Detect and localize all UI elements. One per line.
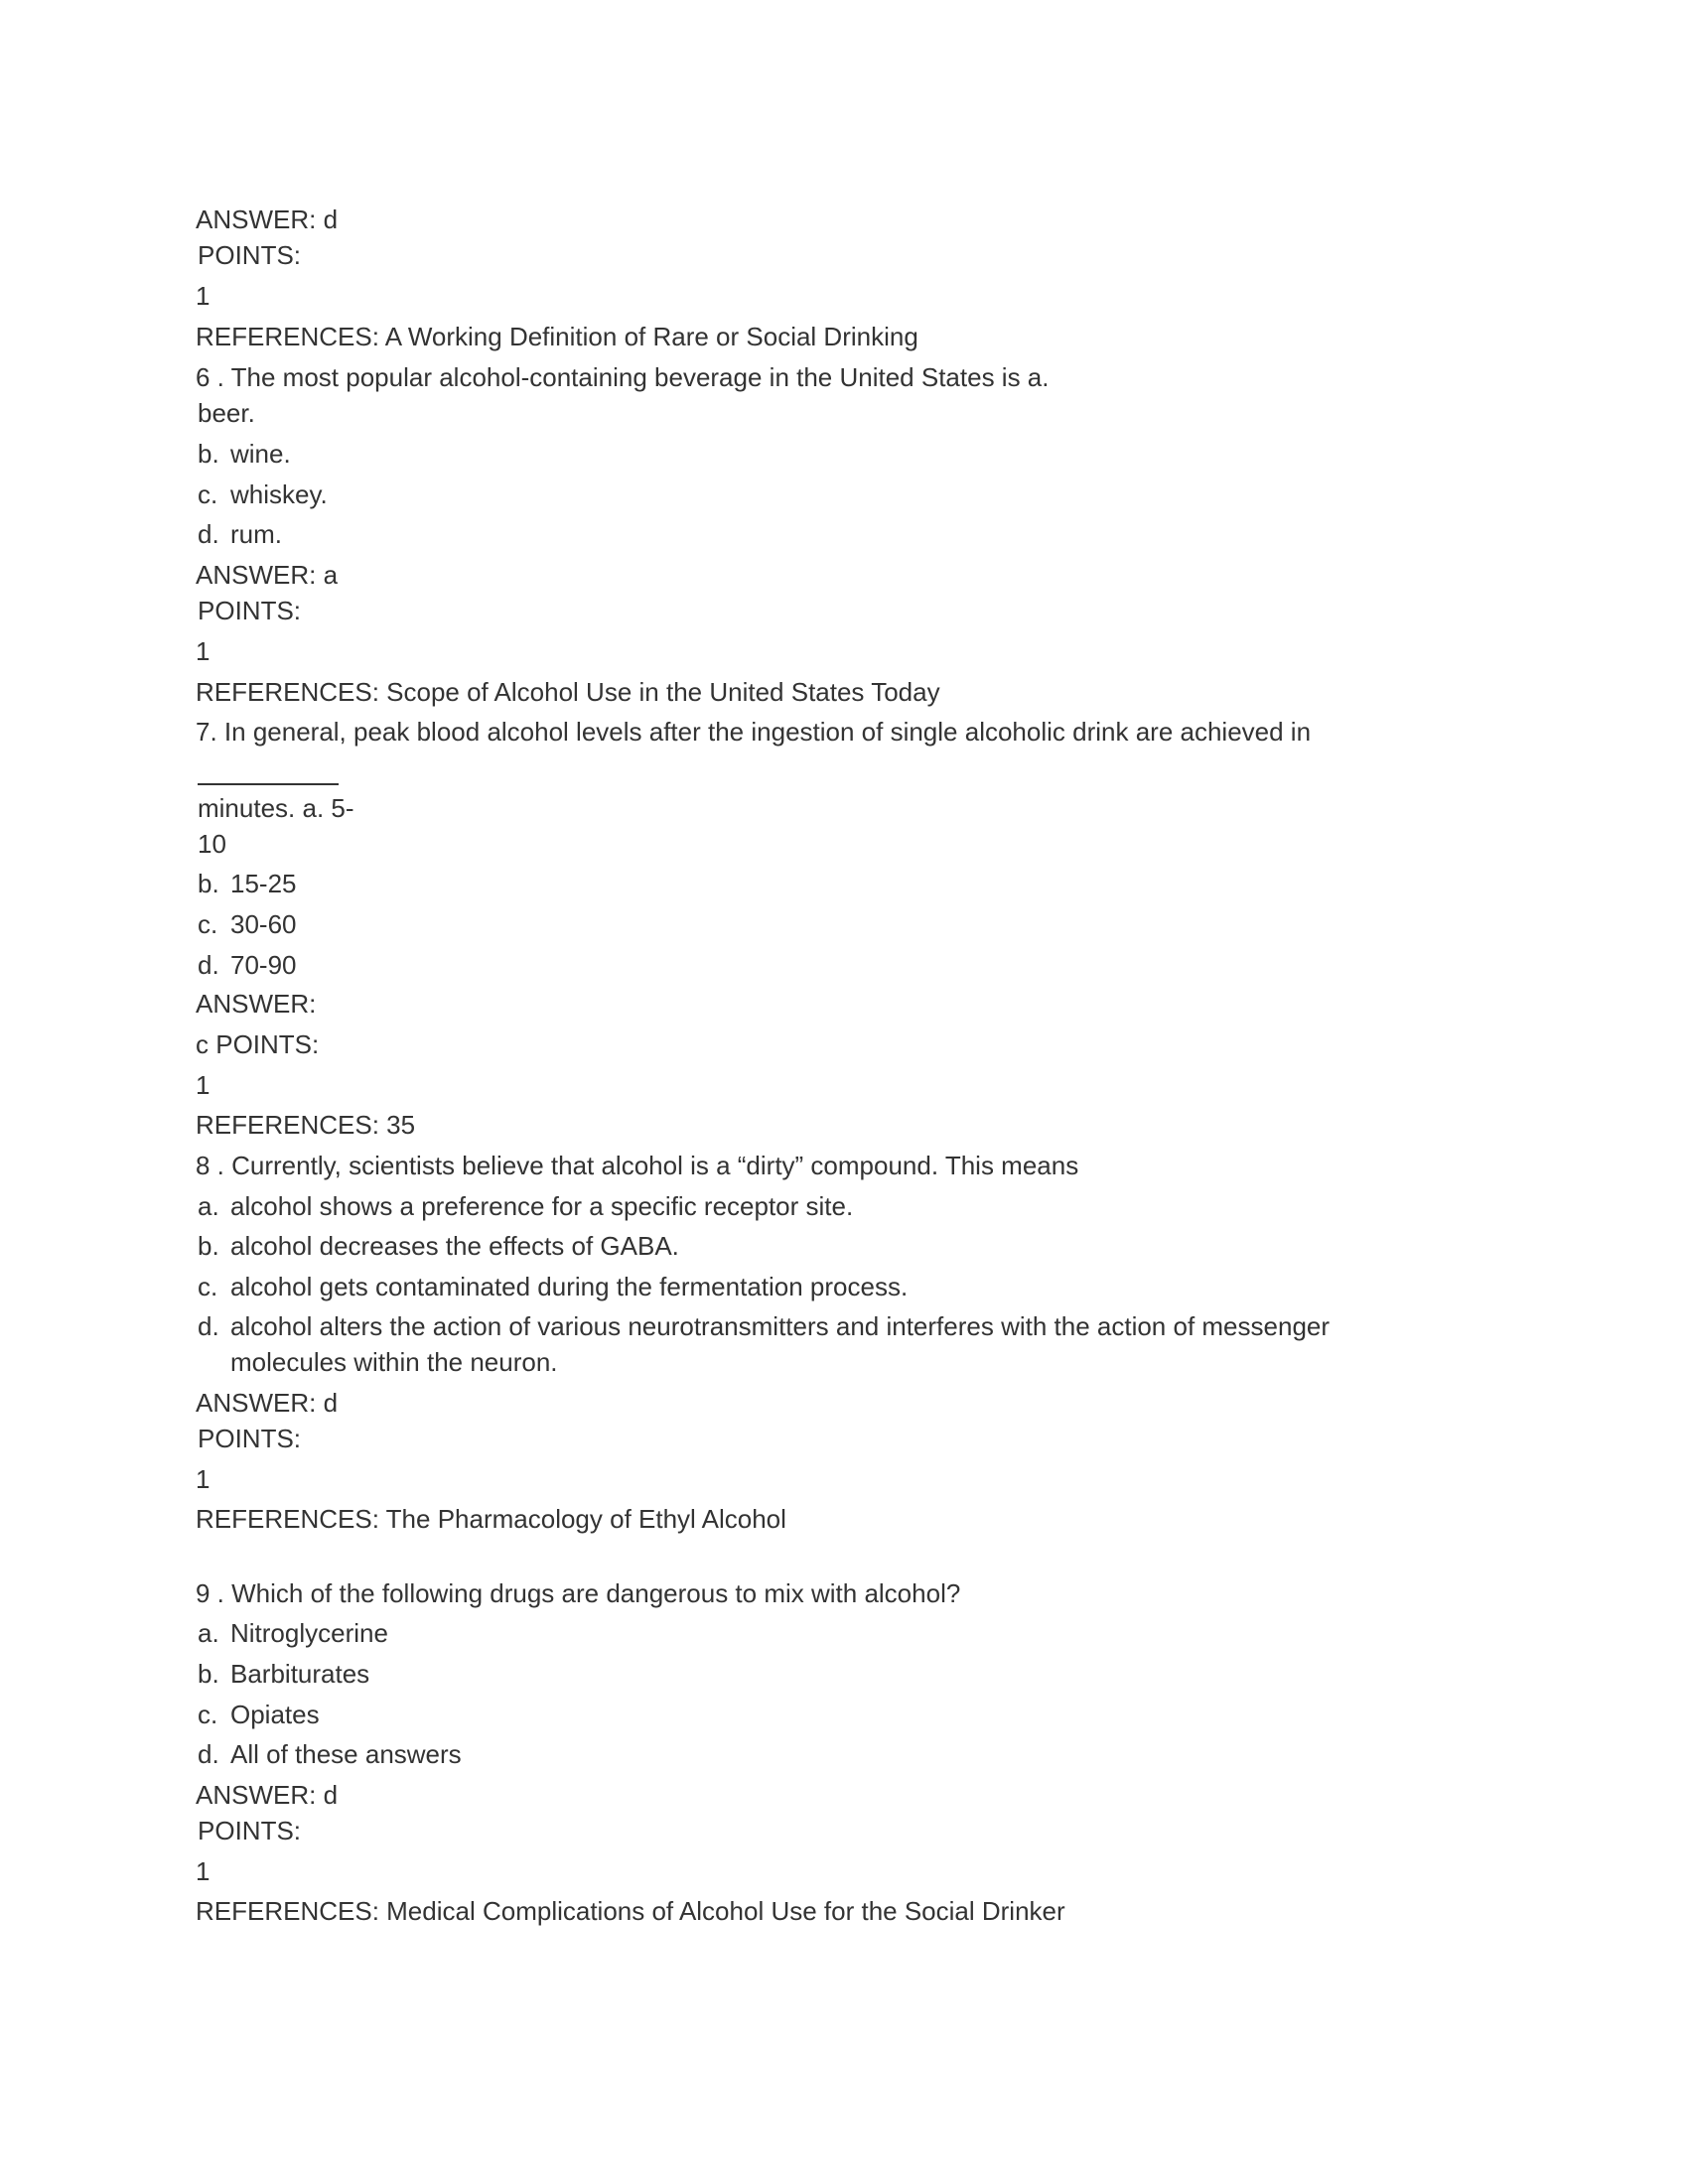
option-letter: c. <box>198 479 218 509</box>
q7-option-b <box>198 868 297 899</box>
q6-option-b <box>198 438 291 470</box>
option-letter: c. <box>198 1272 218 1301</box>
q5-points-value: 1 <box>196 281 211 311</box>
option-letter: c. <box>198 1700 218 1729</box>
q8-option-d <box>198 1310 1331 1377</box>
option-letter: a. <box>198 1191 219 1221</box>
option-text: rum. <box>230 519 282 549</box>
q6-answer: ANSWER: a <box>196 560 339 590</box>
option-text: alcohol decreases the effects of GABA. <box>230 1231 679 1261</box>
q5-references: REFERENCES: A Working Definition of Rare or Social Drinking <box>196 322 918 351</box>
q8-option-c <box>198 1271 908 1302</box>
option-text: Nitroglycerine <box>230 1618 388 1648</box>
q6-points-value: 1 <box>196 636 211 666</box>
q9-option-b <box>198 1658 369 1690</box>
option-text: 15-25 <box>230 869 297 898</box>
option-letter: d. <box>198 519 219 549</box>
q6-points-label: POINTS: <box>198 596 302 625</box>
q8-points-value: 1 <box>196 1464 211 1494</box>
q8-answer: ANSWER: d <box>196 1388 339 1418</box>
q8-option-a <box>198 1190 853 1222</box>
option-text: All of these answers <box>230 1739 462 1769</box>
option-text: alcohol gets contaminated during the fermentation process. <box>230 1272 909 1301</box>
q7-option-d <box>198 949 297 981</box>
option-letter: b. <box>198 1231 219 1261</box>
q8-stem: 8 . Currently, scientists believe that alcohol is a “dirty” compound. This means <box>196 1151 1079 1180</box>
option-text: wine. <box>230 439 291 469</box>
q8-references: REFERENCES: The Pharmacology of Ethyl Alcohol <box>196 1504 786 1534</box>
q9-option-d <box>198 1738 462 1770</box>
q9-option-a <box>198 1617 388 1649</box>
q7-references: REFERENCES: 35 <box>196 1110 416 1140</box>
q9-points-value: 1 <box>196 1856 211 1886</box>
option-text: 70-90 <box>230 950 297 980</box>
q9-answer: ANSWER: d <box>196 1780 339 1810</box>
option-letter: d. <box>198 1311 219 1341</box>
answer-blank-line <box>198 783 339 785</box>
q9-stem: 9 . Which of the following drugs are dangerous to mix with alcohol? <box>196 1578 961 1608</box>
q6-option-a: beer. <box>198 398 255 428</box>
option-text: Barbiturates <box>230 1659 370 1689</box>
option-letter: b. <box>198 439 219 469</box>
q7-option-a-continued: 10 <box>198 829 226 859</box>
option-text-continued: molecules within the neuron. <box>230 1347 558 1377</box>
q7-stem-continued: minutes. a. 5- <box>198 793 354 823</box>
option-text: whiskey. <box>230 479 328 509</box>
option-text: 30-60 <box>230 909 297 939</box>
q7-option-c <box>198 908 297 940</box>
q6-option-c <box>198 478 328 510</box>
option-letter: a. <box>198 1618 219 1648</box>
option-text: alcohol shows a preference for a specific receptor site. <box>230 1191 854 1221</box>
q6-references: REFERENCES: Scope of Alcohol Use in the United States Today <box>196 677 940 707</box>
option-letter: c. <box>198 909 218 939</box>
option-letter: b. <box>198 869 219 898</box>
q9-points-label: POINTS: <box>198 1816 302 1845</box>
q9-option-c <box>198 1699 320 1730</box>
option-text: alcohol alters the action of various neurotransmitters and interferes with the action of messenger <box>230 1311 1331 1341</box>
q7-answer-points: c POINTS: <box>196 1029 320 1059</box>
q6-option-d <box>198 518 282 550</box>
option-letter: d. <box>198 950 219 980</box>
q9-references: REFERENCES: Medical Complications of Alcohol Use for the Social Drinker <box>196 1896 1065 1926</box>
option-text: Opiates <box>230 1700 320 1729</box>
q7-answer: ANSWER: <box>196 989 317 1019</box>
option-letter: b. <box>198 1659 219 1689</box>
q5-points-label: POINTS: <box>198 240 302 270</box>
q6-stem: 6 . The most popular alcohol-containing beverage in the United States is a. <box>196 362 1050 392</box>
q7-points-value: 1 <box>196 1070 211 1100</box>
q8-option-b <box>198 1230 679 1262</box>
q8-points-label: POINTS: <box>198 1424 302 1453</box>
q5-answer: ANSWER: d <box>196 205 339 234</box>
q7-stem: 7. In general, peak blood alcohol levels after the ingestion of single alcoholic drink are achieved in <box>196 717 1312 747</box>
option-letter: d. <box>198 1739 219 1769</box>
